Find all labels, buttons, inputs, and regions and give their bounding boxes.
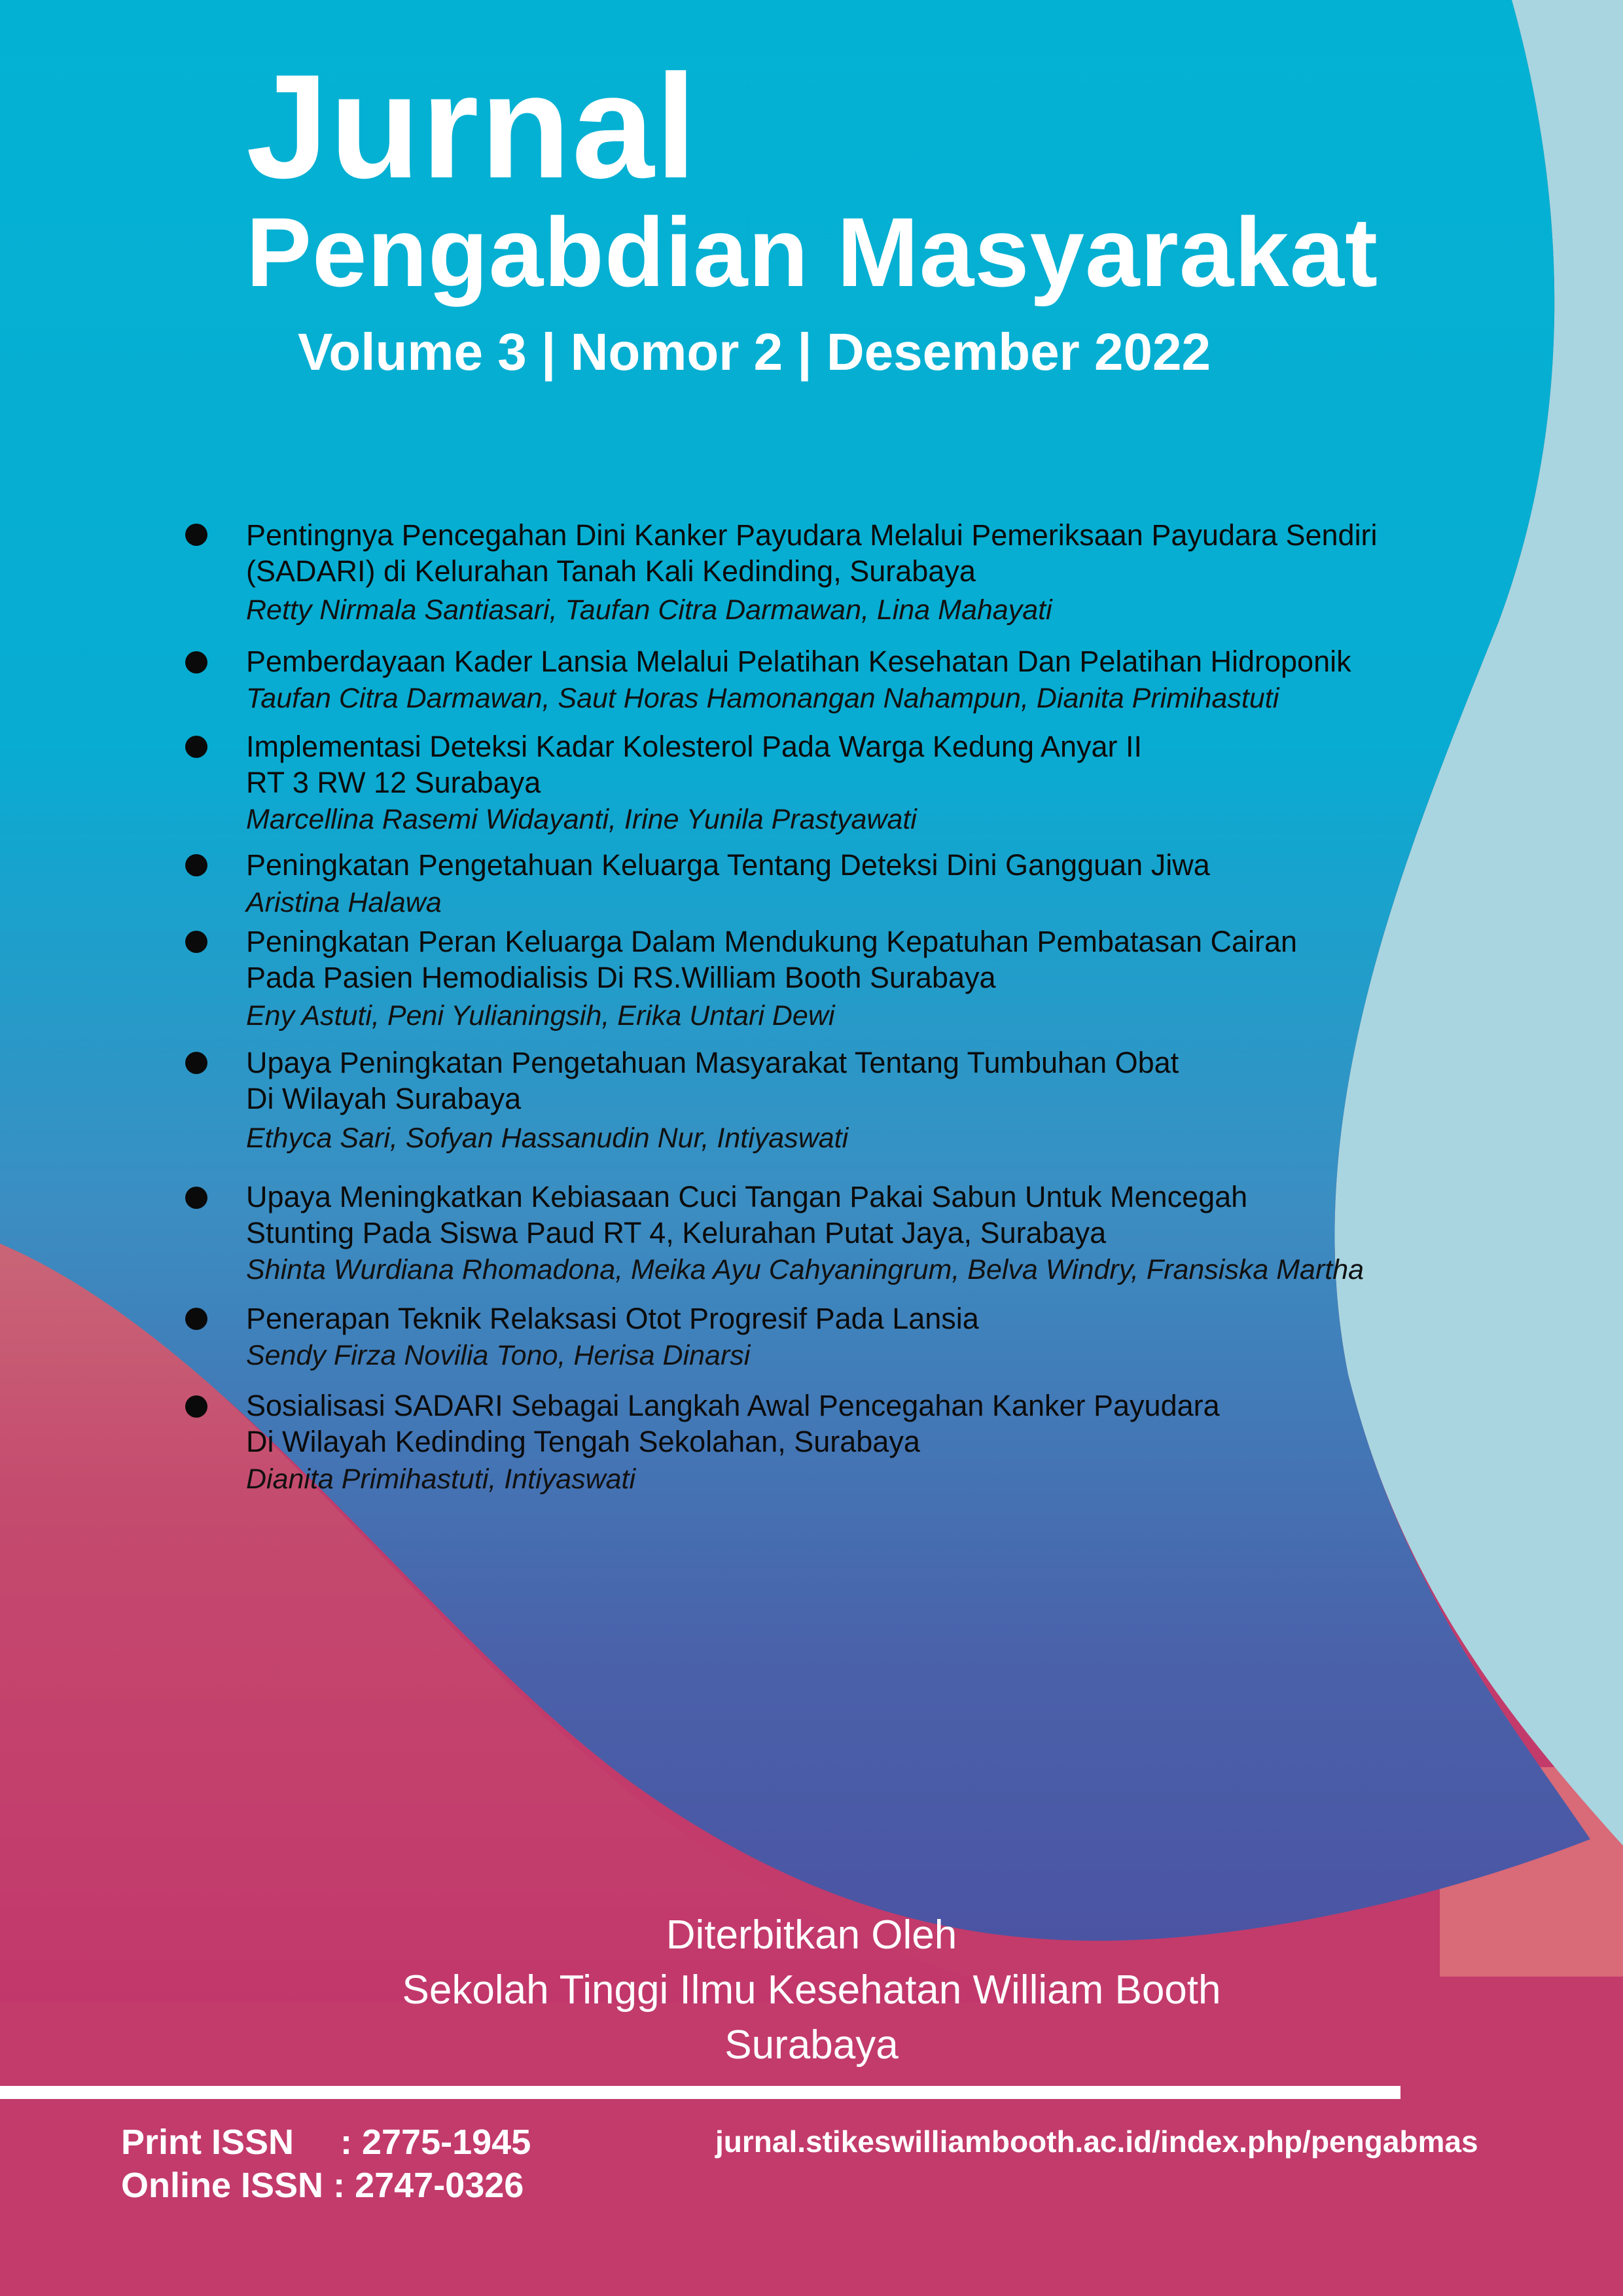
article-authors: Marcellina Rasemi Widayanti, Irine Yunila Prastyawati — [246, 804, 917, 835]
article-authors: Aristina Halawa — [246, 887, 442, 918]
journal-title: Jurnal — [246, 43, 698, 209]
article-title-line: Pada Pasien Hemodialisis Di RS.William Booth Surabaya — [246, 961, 996, 994]
publisher-city: Surabaya — [724, 2022, 899, 2068]
online-issn-value: : 2747-0326 — [333, 2166, 524, 2205]
article-authors: Eny Astuti, Peni Yulianingsih, Erika Untari Dewi — [246, 1000, 835, 1031]
article-title-line: Penerapan Teknik Relaksasi Otot Progresif Pada Lansia — [246, 1302, 979, 1335]
article-title-line: Pentingnya Pencegahan Dini Kanker Payudara Melalui Pemeriksaan Payudara Sendiri — [246, 518, 1378, 552]
article-title-line: Peningkatan Peran Keluarga Dalam Mendukung Kepatuhan Pembatasan Cairan — [246, 925, 1298, 958]
bullet-icon — [185, 1395, 207, 1418]
article-title-line: (SADARI) di Kelurahan Tanah Kali Kedinding, Surabaya — [246, 554, 976, 588]
article-title-line: RT 3 RW 12 Surabaya — [246, 766, 541, 799]
article-title — [246, 847, 1522, 883]
article-title — [246, 1388, 1522, 1460]
article-title — [246, 924, 1522, 996]
bullet-icon — [185, 524, 207, 546]
article-authors: Sendy Firza Novilia Tono, Herisa Dinarsi — [246, 1340, 751, 1371]
article-title-line: Di Wilayah Kedinding Tengah Sekolahan, Surabaya — [246, 1425, 920, 1458]
online-issn-label: Online ISSN — [121, 2166, 324, 2205]
bullet-icon — [185, 736, 207, 758]
bullet-icon — [185, 1308, 207, 1330]
volume-issue-date: Volume 3 | Nomor 2 | Desember 2022 — [298, 323, 1211, 381]
bullet-icon — [185, 854, 207, 876]
publisher-name: Sekolah Tinggi Ilmu Kesehatan William Booth — [402, 1967, 1221, 2013]
article-authors: Shinta Wurdiana Rhomadona, Meika Ayu Cahyaningrum, Belva Windry, Fransiska Martha — [246, 1254, 1364, 1285]
article-authors: Retty Nirmala Santiasari, Taufan Citra Darmawan, Lina Mahayati — [246, 594, 1052, 626]
article-title-line: Di Wilayah Surabaya — [246, 1082, 522, 1115]
article-authors: Ethyca Sari, Sofyan Hassanudin Nur, Intiyaswati — [246, 1122, 849, 1154]
online-issn — [121, 2164, 531, 2207]
bullet-icon — [185, 1052, 207, 1074]
print-issn-value: : 2775-1945 — [340, 2123, 531, 2162]
bullet-icon — [185, 651, 207, 673]
bullet-icon — [185, 931, 207, 953]
publisher-label: Diterbitkan Oleh — [666, 1912, 957, 1958]
article-title — [246, 1300, 1522, 1336]
article-title-line: Stunting Pada Siswa Paud RT 4, Kelurahan Putat Jaya, Surabaya — [246, 1216, 1107, 1249]
journal-url-link[interactable]: jurnal.stikeswilliambooth.ac.id/index.php/pengabmas — [715, 2125, 1478, 2159]
article-title — [246, 643, 1522, 679]
article-authors: Taufan Citra Darmawan, Saut Horas Hamonangan Nahampun, Dianita Primihastuti — [246, 683, 1279, 714]
article-title — [246, 1045, 1522, 1117]
article-title-line: Peningkatan Pengetahuan Keluarga Tentang Deteksi Dini Gangguan Jiwa — [246, 848, 1210, 882]
print-issn — [121, 2121, 531, 2164]
article-title-line: Upaya Meningkatkan Kebiasaan Cuci Tangan Pakai Sabun Untuk Mencegah — [246, 1180, 1248, 1213]
footer-divider — [0, 2086, 1400, 2099]
issn-block — [121, 2121, 531, 2207]
publisher-block — [0, 1908, 1623, 2073]
journal-subtitle: Pengabdian Masyarakat — [246, 197, 1379, 307]
article-title-line: Upaya Peningkatan Pengetahuan Masyarakat Tentang Tumbuhan Obat — [246, 1046, 1179, 1079]
article-title-line: Pemberdayaan Kader Lansia Melalui Pelatihan Kesehatan Dan Pelatihan Hidroponik — [246, 645, 1351, 678]
print-issn-label: Print ISSN — [121, 2123, 294, 2162]
article-title — [246, 517, 1522, 589]
article-title — [246, 728, 1522, 800]
article-authors: Dianita Primihastuti, Intiyaswati — [246, 1463, 636, 1495]
article-title-line: Implementasi Deteksi Kadar Kolesterol Pada Warga Kedung Anyar II — [246, 730, 1143, 763]
article-title-line: Sosialisasi SADARI Sebagai Langkah Awal Pencegahan Kanker Payudara — [246, 1389, 1220, 1422]
article-title — [246, 1179, 1522, 1251]
bullet-icon — [185, 1187, 207, 1209]
